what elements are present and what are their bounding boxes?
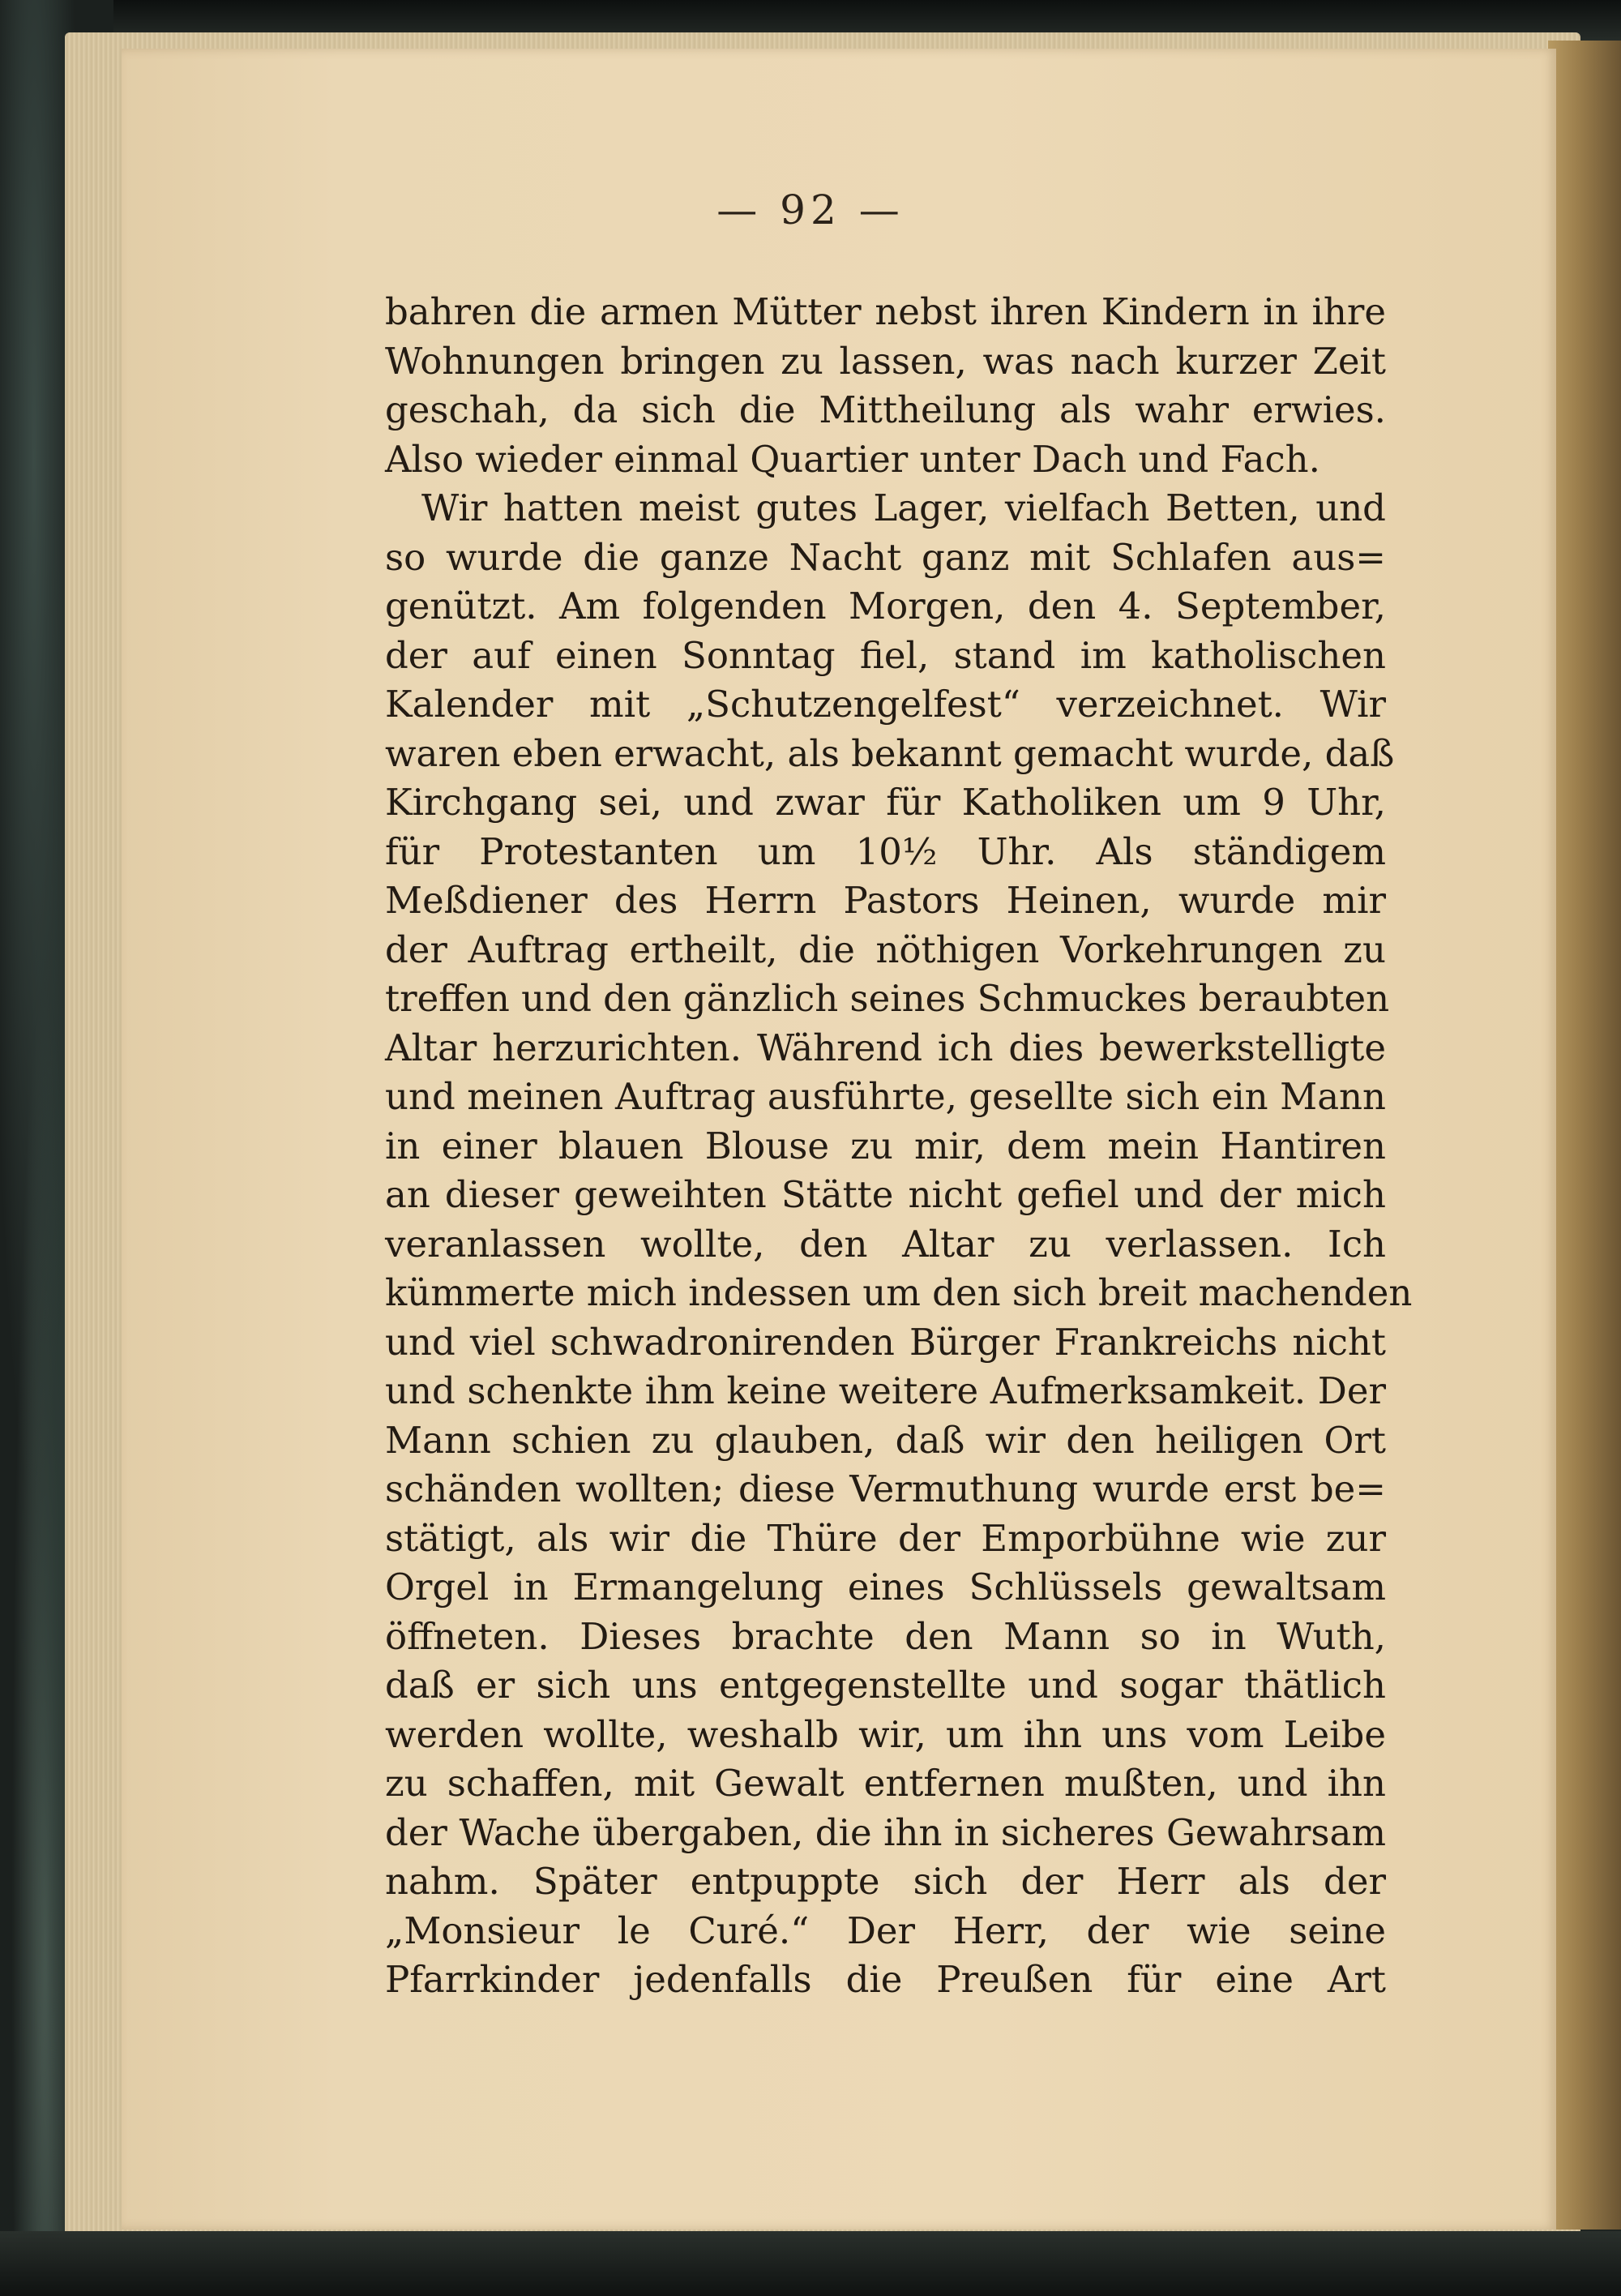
text-line: bahren die armen Mütter nebst ihren Kindern in ihre (385, 290, 1386, 333)
text-line: Wir hatten meist gutes Lager, vielfach Betten, und (421, 486, 1386, 529)
text-line: Altar herzurichten. Während ich dies bewerkstelligte (385, 1026, 1386, 1069)
text-line: stätigt, als wir die Thüre der Emporbühne wie zur (385, 1516, 1386, 1560)
text-line: werden wollte, weshalb wir, um ihn uns vom Leibe (385, 1712, 1386, 1756)
text-line: nahm. Später entpuppte sich der Herr als der (385, 1860, 1386, 1903)
book-cover-bottom (0, 2231, 1621, 2296)
text-line: Kalender mit „Schutzengelfest“ verzeichnet. Wir (385, 683, 1386, 726)
text-line: so wurde die ganze Nacht ganz mit Schlafen aus= (385, 535, 1386, 579)
book-spine-right (1548, 41, 1621, 2230)
text-line: Also wieder einmal Quartier unter Dach und Fach. (385, 437, 1320, 481)
text-line: der auf einen Sonntag fiel, stand im katholischen (385, 633, 1386, 677)
text-line: Kirchgang sei, und zwar für Katholiken um 9 Uhr, (385, 781, 1386, 824)
text-line: Pfarrkinder jedenfalls die Preußen für eine Art (385, 1958, 1386, 2001)
text-line: der Wache übergaben, die ihn in sicheres Gewahrsam (385, 1810, 1386, 1854)
body-text (385, 288, 1413, 2005)
text-line: der Auftrag ertheilt, die nöthigen Vorkehrungen zu (385, 927, 1386, 971)
text-line: treffen und den gänzlich seines Schmuckes beraubten (385, 977, 1390, 1020)
text-line: Meßdiener des Herrn Pastors Heinen, wurde mir (385, 879, 1386, 922)
text-line: Orgel in Ermangelung eines Schlüssels gewaltsam (385, 1566, 1386, 1608)
text-line: und schenkte ihm keine weitere Aufmerksamkeit. Der (385, 1369, 1386, 1412)
text-line: öffneten. Dieses brachte den Mann so in Wuth, (385, 1614, 1386, 1658)
text-line: und viel schwadronirenden Bürger Frankreichs nicht (385, 1320, 1386, 1364)
page-number-header: — 92 — (716, 186, 905, 233)
text-line: „Monsieur le Curé.“ Der Herr, der wie seine (385, 1908, 1386, 1952)
text-line: Mann schien zu glauben, daß wir den heiligen Ort (385, 1418, 1386, 1462)
text-line: für Protestanten um 10½ Uhr. Als ständigem (385, 829, 1386, 873)
text-line: zu schaffen, mit Gewalt entfernen mußten, und ihn (385, 1762, 1386, 1805)
text-line: Wohnungen bringen zu lassen, was nach kurzer Zeit (385, 339, 1386, 383)
text-line: geschah, da sich die Mittheilung als wahr erwies. (385, 388, 1386, 431)
text-line: und meinen Auftrag ausführte, gesellte sich ein Mann (385, 1075, 1386, 1118)
text-line: daß er sich uns entgegenstellte und sogar thätlich (385, 1664, 1386, 1707)
text-line: kümmerte mich indessen um den sich breit machenden (385, 1271, 1413, 1314)
text-line: genützt. Am folgenden Morgen, den 4. September, (385, 585, 1386, 628)
text-line: in einer blauen Blouse zu mir, dem mein Hantiren (385, 1124, 1386, 1167)
text-line: waren eben erwacht, als bekannt gemacht wurde, daß (385, 731, 1395, 775)
text-line: an dieser geweihten Stätte nicht gefiel und der mich (385, 1173, 1386, 1216)
text-line: schänden wollten; diese Vermuthung wurde erst be= (385, 1467, 1386, 1510)
text-line: veranlassen wollte, den Altar zu verlassen. Ich (385, 1222, 1386, 1266)
